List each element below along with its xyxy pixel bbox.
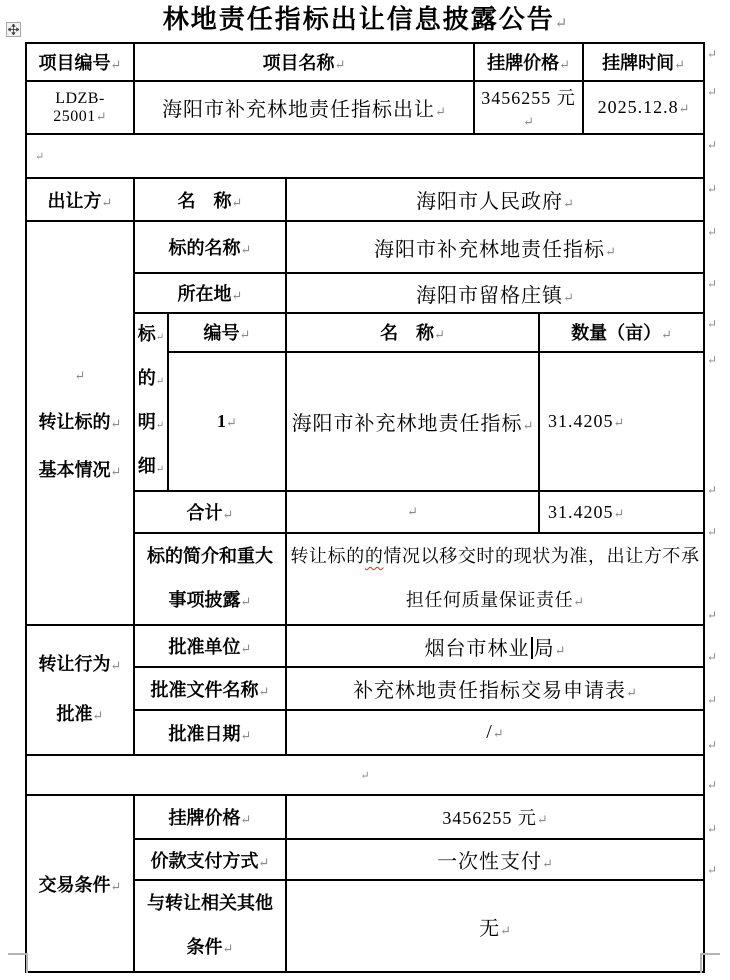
row-end-mark: ↵ [707, 277, 718, 291]
paragraph-mark: ↵ [605, 243, 616, 259]
header-listing-time[interactable]: 挂牌时间↵ [583, 43, 704, 81]
empty-row-1[interactable] [26, 134, 704, 178]
page-title[interactable] [0, 2, 730, 38]
header-project-name[interactable]: 项目名称↵ [134, 43, 474, 81]
paragraph-mark: ↵ [661, 327, 672, 343]
text-boundary-corner-bottom-left [8, 953, 28, 973]
row-end-mark: ↵ [707, 738, 718, 752]
paragraph-mark: ↵ [536, 812, 548, 827]
paragraph-mark: ↵ [110, 57, 122, 72]
row-end-mark: ↵ [707, 693, 718, 707]
label-conditions-price[interactable]: 挂牌价格↵ [134, 795, 286, 839]
paragraph-mark: ↵ [674, 57, 685, 72]
section-subject-basics[interactable]: ↵ 转让标的↵ 基本情况↵ [26, 221, 134, 625]
cell-seller-name[interactable]: 海阳市人民政府↵ [286, 178, 704, 221]
cell-location[interactable]: 海阳市留格庄镇↵ [286, 273, 704, 313]
paragraph-mark: ↵ [35, 151, 45, 163]
cell-detail-qty[interactable]: 31.4205↵ [539, 352, 704, 491]
paragraph-mark: ↵ [678, 101, 690, 116]
paragraph-mark: ↵ [240, 641, 252, 656]
cell-project-id[interactable]: LDZB-25001↵ [26, 81, 134, 134]
spellcheck-squiggle: 的 [364, 546, 384, 566]
row-end-mark: ↵ [707, 47, 718, 61]
paragraph-mark: ↵ [522, 417, 534, 433]
paragraph-mark: ↵ [240, 812, 252, 827]
paragraph-mark: ↵ [222, 507, 234, 522]
header-detail-qty[interactable]: 数量（亩）↵ [539, 313, 704, 352]
row-end-mark: ↵ [707, 863, 718, 877]
paragraph-mark: ↵ [434, 327, 445, 343]
paragraph-mark: ↵ [563, 289, 574, 305]
paragraph-mark: ↵ [240, 594, 252, 609]
paragraph-mark: ↵ [74, 368, 86, 383]
cell-subject-name[interactable]: 海阳市补充林地责任指标↵ [286, 221, 704, 273]
paragraph-mark: ↵ [258, 683, 270, 699]
label-seller-name[interactable]: 名 称↵ [134, 178, 286, 221]
paragraph-mark: ↵ [563, 196, 574, 211]
section-conditions[interactable]: 交易条件↵ [26, 795, 134, 972]
paragraph-mark: ↵ [435, 104, 446, 119]
label-subject-detail-vertical[interactable]: 标↵ 的↵ 明↵ 细↵ [134, 313, 168, 491]
paragraph-mark: ↵ [110, 464, 122, 479]
cell-approval-unit[interactable]: 烟台市林业 局↵ [286, 625, 704, 667]
row-end-mark: ↵ [707, 778, 718, 792]
paragraph-mark: ↵ [360, 770, 370, 782]
label-total[interactable]: 合计↵ [134, 491, 286, 533]
paragraph-mark: ↵ [542, 856, 553, 871]
row-end-mark: ↵ [707, 182, 718, 196]
label-summary[interactable]: 标的简介和重大 事项披露↵ [134, 533, 286, 625]
label-approval-date[interactable]: 批准日期↵ [134, 710, 286, 755]
paragraph-mark: ↵ [92, 708, 104, 723]
cell-total-name-empty[interactable] [286, 491, 539, 533]
paragraph-mark: ↵ [110, 658, 122, 673]
label-approval-doc[interactable]: 批准文件名称↵ [134, 667, 286, 710]
row-end-mark: ↵ [707, 85, 718, 99]
cell-project-price[interactable]: 3456255 元↵ [474, 81, 583, 134]
cell-detail-no[interactable]: 1↵ [168, 352, 286, 491]
paragraph-mark: ↵ [554, 642, 566, 658]
paragraph-mark: ↵ [492, 726, 504, 741]
paragraph-mark: ↵ [554, 16, 568, 32]
paragraph-mark: ↵ [626, 685, 637, 700]
cell-other-conditions[interactable]: 无↵ [286, 880, 704, 972]
paragraph-mark: ↵ [240, 727, 252, 743]
paragraph-mark: ↵ [334, 57, 346, 72]
row-end-mark: ↵ [707, 225, 718, 239]
paragraph-mark: ↵ [110, 878, 122, 894]
section-approval[interactable]: 转让行为↵ 批准↵ [26, 625, 134, 755]
cell-approval-doc[interactable]: 补充林地责任指标交易申请表↵ [286, 667, 704, 710]
row-end-mark: ↵ [707, 353, 718, 367]
empty-row-2[interactable] [26, 755, 704, 795]
label-other-conditions[interactable]: 与转让相关其他 条件↵ [134, 880, 286, 972]
paragraph-mark: ↵ [559, 57, 570, 72]
cell-payment-method[interactable]: 一次性支付↵ [286, 839, 704, 880]
row-end-mark: ↵ [707, 138, 718, 152]
paragraph-mark: ↵ [239, 327, 251, 343]
paragraph-mark: ↵ [226, 414, 237, 430]
label-subject-name[interactable]: 标的名称↵ [134, 221, 286, 273]
row-end-mark: ↵ [707, 525, 718, 539]
paragraph-mark: ↵ [231, 194, 243, 210]
cell-approval-date[interactable]: /↵ [286, 710, 704, 755]
row-end-mark: ↵ [707, 608, 718, 622]
header-project-no[interactable]: 项目编号↵ [26, 43, 134, 81]
paragraph-mark: ↵ [613, 505, 625, 521]
paragraph-mark: ↵ [101, 194, 113, 210]
disclosure-table [25, 42, 705, 973]
page-title-text: 林地责任指标出让信息披露公告 [162, 5, 555, 34]
cell-project-date[interactable]: 2025.12.8↵ [583, 81, 704, 134]
paragraph-mark: ↵ [155, 420, 165, 431]
paragraph-mark: ↵ [258, 854, 270, 870]
text-boundary-corner-bottom-right [700, 953, 720, 973]
paragraph-mark: ↵ [613, 414, 625, 430]
paragraph-mark: ↵ [155, 332, 165, 343]
paragraph-mark: ↵ [240, 242, 252, 257]
text-cursor [531, 637, 533, 659]
cell-detail-name[interactable]: 海阳市补充林地责任指标↵ [286, 352, 539, 491]
cell-summary-text[interactable]: 转让标的的情况以移交时的现状为准，出让方不承 担任何质量保证责任↵ [286, 533, 704, 625]
label-location[interactable]: 所在地↵ [134, 273, 286, 313]
paragraph-mark: ↵ [573, 594, 585, 609]
paragraph-mark: ↵ [407, 504, 418, 519]
label-approval-unit[interactable]: 批准单位↵ [134, 625, 286, 667]
paragraph-mark: ↵ [155, 376, 165, 387]
paragraph-mark: ↵ [500, 922, 511, 938]
label-seller[interactable]: 出让方↵ [26, 178, 134, 221]
paragraph-mark: ↵ [110, 416, 122, 431]
cell-conditions-price[interactable]: 3456255 元↵ [286, 795, 704, 839]
row-end-mark: ↵ [707, 483, 718, 497]
row-end-mark: ↵ [707, 650, 718, 664]
row-end-mark: ↵ [707, 317, 718, 331]
header-detail-name[interactable]: 名 称↵ [286, 313, 539, 352]
paragraph-mark: ↵ [155, 464, 165, 475]
paragraph-mark: ↵ [523, 114, 534, 129]
row-end-mark: ↵ [707, 822, 718, 836]
cell-project-name[interactable]: 海阳市补充林地责任指标出让↵ [134, 81, 474, 134]
paragraph-mark: ↵ [95, 108, 107, 124]
cell-total-qty[interactable]: 31.4205↵ [539, 491, 704, 533]
header-listing-price[interactable]: 挂牌价格↵ [474, 43, 583, 81]
label-payment-method[interactable]: 价款支付方式↵ [134, 839, 286, 880]
header-detail-no[interactable]: 编号↵ [168, 313, 286, 352]
paragraph-mark: ↵ [222, 941, 234, 956]
paragraph-mark: ↵ [231, 288, 243, 303]
